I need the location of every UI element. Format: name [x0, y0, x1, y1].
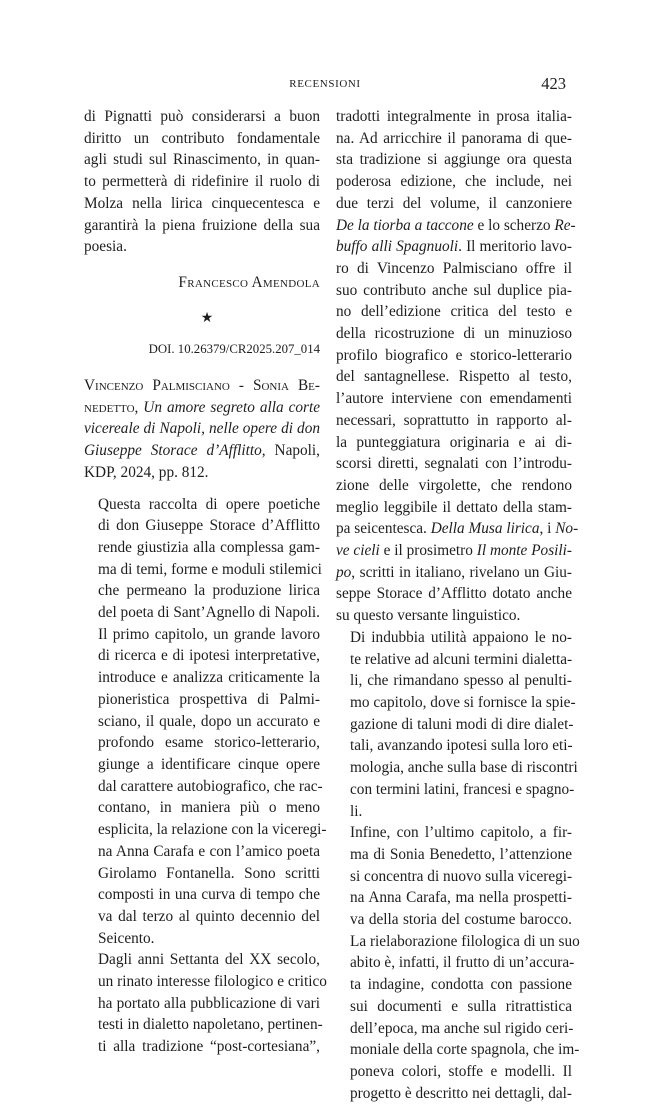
text-line: ma di Sonia Benedetto, l’attenzione: [350, 845, 572, 863]
text-line: na Anna Carafa, ma nella prospetti-: [350, 889, 572, 907]
text-line: garantirà la piena fruizione della sua: [84, 216, 320, 234]
text-line: Girolamo Fontanella. Sono scritti: [98, 864, 320, 882]
text-line: De la tiorba a taccone e lo scherzo Re-: [336, 216, 576, 234]
review-paragraph-3: [336, 627, 578, 822]
page-number: 423: [541, 74, 566, 93]
review-paragraph-2: [84, 949, 327, 1058]
text-line: Questa raccolta di opere poetiche: [98, 495, 320, 513]
text-line: suo contributo anche sul duplice pia-: [336, 281, 572, 299]
text-line: della ricostruzione di un minuzioso: [336, 325, 572, 343]
citation-authors: Vincenzo Palmisciano - Sonia Be-: [84, 377, 320, 395]
text-line: La rielaborazione filologica di un suo: [350, 932, 580, 950]
text-line: rende giustizia alla complessa gam-: [98, 538, 320, 556]
text-line: ma di temi, forme e moduli stilemici: [98, 560, 322, 578]
text-line: si concentra di nuovo sulla viceregi-: [350, 867, 573, 885]
review-paragraph-1: [84, 494, 327, 950]
text-line: giunge a identificare cinque opere: [98, 755, 320, 773]
text-line: mologia, anche sulla base di riscontri: [350, 759, 578, 777]
text-line: esplicita, la relazione con la viceregi-: [98, 821, 327, 839]
citation-title: vicereale di Napoli, nelle opere di don: [84, 420, 320, 438]
text-line: Dagli anni Settanta del XX secolo,: [98, 951, 320, 969]
text-line: poneva colori, stoffe e modelli. Il: [350, 1062, 572, 1080]
text-line: po, scritti in italiano, rivelano un Giu-: [336, 563, 572, 581]
text-line: composti in una curva di tempo che: [98, 886, 320, 904]
review-paragraph-4: [336, 822, 580, 1104]
review-citation: [84, 375, 320, 484]
text-line: del santagnellese. Rispetto al testo,: [336, 368, 572, 386]
left-column: [84, 106, 327, 1058]
text-line: ta indagine, condotta con passione: [350, 976, 572, 994]
text-line: poderosa edizione, che include, nei: [336, 173, 572, 191]
text-line: ti alla tradizione “post-cortesiana”,: [98, 1038, 320, 1056]
section-title: RECENSIONI: [289, 78, 361, 90]
text-line: agli studi sul Rinascimento, in quan-: [84, 151, 320, 169]
text-line: na Anna Carafa e con l’amico poeta: [98, 842, 320, 860]
text-line: pioneristica prospettiva di Palmi-: [98, 690, 320, 708]
text-line: ro di Vincenzo Palmisciano offre il: [336, 259, 572, 277]
text-line: mo capitolo, dove si fornisce la spie-: [350, 693, 576, 711]
text-line: di ricerca e di ipotesi interpretative,: [98, 647, 320, 665]
text-line: introduce e analizza criticamente la: [98, 669, 320, 687]
review-paragraph-2-continued: [336, 106, 579, 627]
text-line: pa seicentesca. Della Musa lirica, i No-: [336, 520, 579, 538]
text-line: ha portato alla pubblicazione di vari: [98, 994, 320, 1012]
text-line: to permetterà di ridefinire il ruolo di: [84, 173, 320, 191]
running-head: [0, 76, 650, 96]
text-line: profondo esame storico-letterario,: [98, 734, 320, 752]
text-line: meglio leggibile il dettato della stam-: [336, 498, 572, 516]
text-line: seppe Storace d’Afflitto dotato anche: [336, 585, 572, 603]
text-line: sta tradizione si aggiunge ora questa: [336, 151, 572, 169]
text-line: poesia.: [84, 238, 127, 256]
previous-review-ending: [84, 106, 320, 258]
text-line: dal carattere autobiografico, che rac-: [98, 777, 323, 795]
text-line: progetto è descritto nei dettagli, dal-: [350, 1084, 572, 1102]
text-line: necessari, soprattutto in rapporto al-: [336, 411, 572, 429]
text-line: di Pignatti può considerarsi a buon: [84, 108, 320, 125]
text-line: sciano, il quale, dopo un accurato e: [98, 712, 320, 730]
text-line: testi in dialetto napoletano, pertinen-: [98, 1016, 323, 1034]
text-line: che permeano la produzione lirica: [98, 582, 320, 600]
text-line: li.: [350, 802, 363, 820]
text-line: tali, avanzando ipotesi sulla loro eti-: [350, 737, 573, 755]
text-line: buffo alli Spagnuoli. Il meritorio lavo-: [336, 238, 573, 256]
text-line: na. Ad arricchire il panorama di que-: [336, 129, 572, 147]
text-line: gazione di taluni modi di dire dialet-: [350, 715, 574, 733]
text-line: di don Giuseppe Storace d’Afflitto: [98, 517, 320, 535]
doi-reference: DOI. 10.26379/CR2025.207_014: [148, 342, 320, 357]
text-line: diritto un contributo fondamentale: [84, 129, 320, 147]
citation-publisher: KDP, 2024, pp. 812.: [84, 463, 209, 481]
right-column: [336, 106, 580, 1104]
citation-line: nedetto, Un amore segreto alla corte: [84, 398, 320, 416]
text-line: Molza nella lirica cinquecentesca e: [84, 194, 320, 212]
text-line: con termini latini, francesi e spagno-: [350, 780, 575, 798]
text-line: va della storia del costume barocco.: [350, 911, 572, 929]
text-line: su questo versante linguistico.: [336, 607, 521, 625]
text-line: moniale della corte spagnola, che im-: [350, 1041, 580, 1059]
text-line: contano, in maniera più o meno: [98, 799, 320, 817]
text-line: Infine, con l’ultimo capitolo, a fir-: [350, 824, 572, 842]
text-line: un rinato interesse filologico e critico: [98, 973, 327, 991]
text-line: ve cieli e il prosimetro Il monte Posili-: [336, 542, 572, 560]
text-line: sui documenti e sulla ritrattistica: [350, 997, 572, 1015]
text-line: Seicento.: [98, 929, 155, 947]
text-line: due terzi del volume, il canzoniere: [336, 194, 572, 212]
text-line: scorsi diretti, segnalati con l’introdu-: [336, 455, 572, 473]
text-line: va dal terzo al quinto decennio del: [98, 907, 320, 925]
text-line: Il primo capitolo, un grande lavoro: [98, 625, 320, 643]
citation-line: Giuseppe Storace d’Afflitto, Napoli,: [84, 442, 320, 460]
text-line: tradotti integralmente in prosa italia-: [336, 108, 572, 125]
text-line: del poeta di Sant’Agnello di Napoli.: [98, 604, 320, 622]
text-line: dell’epoca, ma anche sul rigido ceri-: [350, 1019, 574, 1037]
text-line: l’autore interviene con emendamenti: [336, 390, 572, 408]
text-line: no dell’edizione critica del testo e: [336, 303, 572, 321]
text-line: la punteggiatura originaria e ai di-: [336, 433, 572, 451]
text-line: te relative ad alcuni termini dialetta-: [350, 650, 573, 668]
text-line: profilo biografico e storico-letterario: [336, 346, 572, 364]
text-line: li, che rimandano spesso al penulti-: [350, 672, 572, 690]
text-line: zione delle virgolette, che rendono: [336, 476, 572, 494]
text-line: Di indubbia utilità appaiono le no-: [350, 628, 572, 646]
text-line: abito è, infatti, il frutto di un’accura-: [350, 954, 575, 972]
reviewer-signature: Francesco Amendola: [178, 273, 320, 291]
section-separator-star: ★: [200, 310, 214, 326]
